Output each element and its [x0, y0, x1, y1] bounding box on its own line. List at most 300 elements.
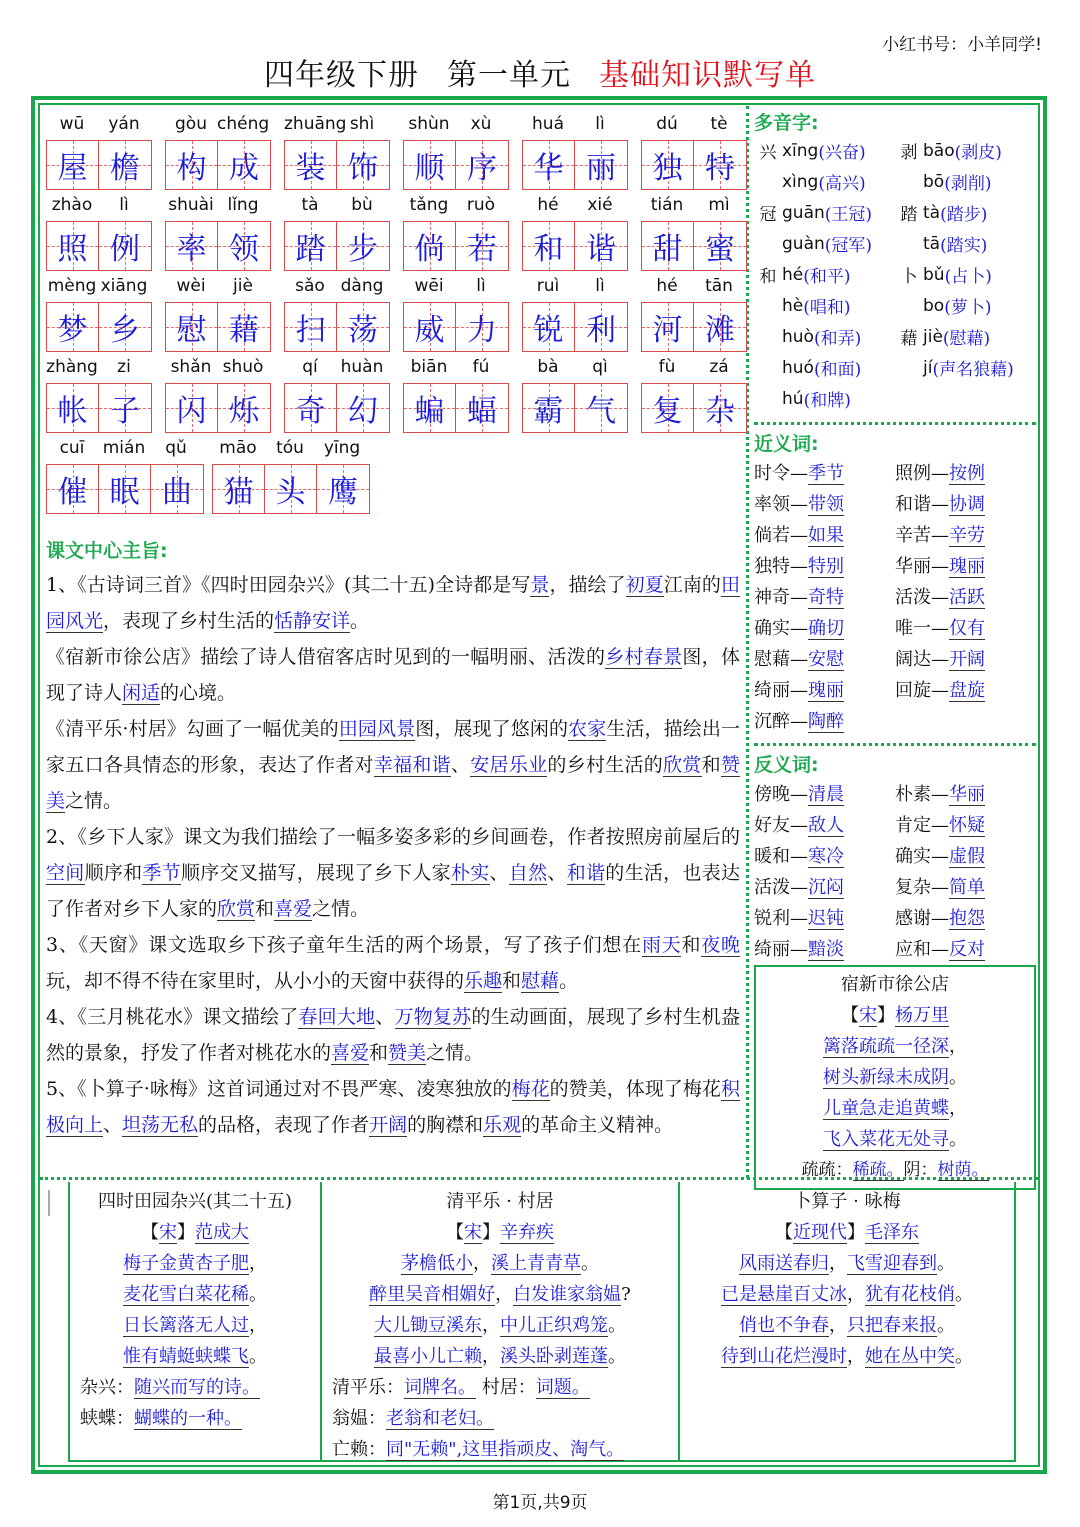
pinyin-line: [522, 276, 628, 302]
polyphone-example: (萝卜): [944, 298, 992, 318]
poem-note: [70, 1372, 320, 1403]
tianzige-cell: [694, 141, 746, 189]
polyphone-pinyin: bāo: [923, 140, 955, 161]
polyphone-char: 藉: [900, 329, 918, 349]
hanzi: 奇: [295, 394, 326, 429]
answer: 协调: [949, 493, 985, 515]
answer: 敌人: [808, 814, 844, 836]
poem-lines: [680, 1248, 1014, 1372]
tianzige-cell: [213, 465, 265, 513]
tianzige-cell: [575, 222, 627, 270]
polyphone-row: [754, 321, 1036, 352]
vocab-row: [46, 114, 742, 195]
text: 顺序和: [84, 862, 143, 884]
synonyms-row: [754, 580, 1036, 611]
polyphone-row: [754, 383, 1036, 414]
tianzige-boxes: [46, 221, 152, 271]
text: 的生活，也表达了作者对乡下人家的: [46, 862, 740, 920]
poem-title: 四时田园杂兴(其二十五): [97, 1191, 293, 1212]
punct: 。: [955, 1284, 973, 1305]
word: 好友—: [754, 814, 808, 836]
poem-line-a: 大儿锄豆溪东: [374, 1315, 482, 1336]
pinyin-syllable: hé: [537, 195, 559, 215]
hanzi: 独: [652, 151, 683, 186]
hanzi: 猫: [223, 475, 254, 510]
pinyin-line: [403, 357, 509, 383]
tianzige-boxes: [641, 221, 747, 271]
polyphone-entry: [895, 138, 1036, 163]
punct: ，: [847, 1346, 865, 1367]
polyphone-pinyin: hè: [782, 295, 804, 316]
synonyms-pair: [754, 583, 895, 609]
poem-line-b: 白发谁家翁媪: [513, 1284, 622, 1305]
poem-line-text: 飞入菜花无处寻: [823, 1129, 949, 1150]
tianzige-boxes: [46, 383, 152, 433]
pinyin-syllable: yán: [108, 114, 140, 134]
answer: 按例: [949, 462, 985, 484]
polyphone-char: 冠: [759, 205, 777, 225]
word: 时令—: [754, 462, 808, 484]
answer: 欣赏: [663, 754, 702, 776]
synonyms-row: [754, 549, 1036, 580]
punct: ，: [949, 1098, 967, 1119]
hanzi: 河: [652, 313, 683, 348]
text: 的生动画面，展现了乡村生机盎然的景象，抒发了作者对桃花水的: [46, 1006, 740, 1064]
answer: 喜爱: [274, 898, 313, 920]
pinyin-syllable: shùn: [408, 114, 450, 134]
polyphone-example: (冠军): [824, 236, 873, 256]
hanzi: 幻: [348, 394, 378, 429]
poem-line-a: 俏也不争春: [739, 1315, 829, 1336]
poem-line-a: 醉里吴音相媚好: [369, 1284, 496, 1305]
poem-line-text: 日长篱落无人过: [123, 1315, 249, 1336]
hanzi: 成: [229, 151, 259, 186]
tianzige-boxes: [284, 302, 390, 352]
answer: 怀疑: [949, 814, 985, 836]
synonyms-pair: [895, 645, 1036, 671]
theme-section: [46, 536, 740, 1143]
pinyin-syllable: ruò: [466, 195, 496, 215]
text: 图，展现了悠闲的: [415, 718, 569, 740]
vocab-word: [641, 276, 747, 352]
vocab-word: [522, 276, 628, 352]
tianzige-cell: [337, 303, 389, 351]
word: 率领—: [754, 493, 808, 515]
hanzi: 乡: [110, 313, 140, 348]
punct: ，: [249, 1315, 267, 1336]
pinyin-syllable: zi: [117, 357, 131, 377]
poem-notes: [322, 1372, 678, 1465]
theme-heading: 课文中心主旨:: [46, 540, 168, 562]
pinyin-syllable: fù: [658, 357, 676, 377]
synonyms-pair: [895, 459, 1036, 485]
vocab-word: [522, 357, 628, 433]
poem-line-b: 溪头卧剥莲蓬: [500, 1346, 608, 1367]
tianzige-cell: [47, 222, 99, 270]
antonyms-pair: [754, 904, 895, 930]
poem-note: [322, 1434, 678, 1465]
hanzi: 率: [176, 232, 207, 267]
polyphone-pinyin: guàn: [782, 233, 825, 254]
tianzige-cell: [523, 141, 575, 189]
pinyin-line: [46, 438, 204, 464]
tianzige-cell: [337, 141, 389, 189]
synonyms-pair: [895, 521, 1036, 547]
hanzi: 闪: [176, 394, 207, 429]
tianzige-boxes: [641, 302, 747, 352]
bottom-poems: [68, 1182, 1016, 1462]
punct: ，: [949, 1036, 967, 1057]
vocab-word: [212, 438, 370, 514]
answer: 沉闷: [808, 876, 844, 898]
poem-dynasty: 宋: [159, 1222, 177, 1243]
pinyin-syllable: shì: [349, 114, 375, 134]
page-title: [0, 50, 1080, 94]
tianzige-boxes: [641, 383, 747, 433]
synonyms-pair: [754, 645, 895, 671]
word: 朴素—: [895, 783, 949, 805]
text: 之情。: [312, 898, 370, 920]
text: 3、《天窗》课文选取乡下孩子童年生活的两个场景，写了孩子们想在: [46, 934, 642, 956]
hanzi: 踏: [295, 232, 326, 267]
pinyin-line: [403, 195, 509, 221]
synonyms-pair: [754, 676, 895, 702]
polyphone-entry: [754, 200, 895, 225]
word: 唯一—: [895, 617, 949, 639]
vocab-word: [46, 276, 152, 352]
word: 应和—: [895, 938, 949, 960]
tianzige-boxes: [403, 383, 509, 433]
antonyms-pair: [754, 780, 895, 806]
tianzige-cell: [166, 222, 218, 270]
answer: 自然: [508, 862, 548, 884]
polyphone-row: [754, 135, 1036, 166]
tianzige-cell: [99, 141, 151, 189]
vocab-row: [46, 276, 742, 357]
pinyin-syllable: qǔ: [165, 438, 187, 458]
tianzige-cell: [523, 303, 575, 351]
tianzige-cell: [456, 303, 508, 351]
answer: 雨天: [641, 934, 682, 956]
synonym-list: [754, 456, 1036, 735]
poem-lines: [322, 1248, 678, 1372]
tianzige-cell: [694, 303, 746, 351]
tianzige-boxes: [522, 383, 628, 433]
pinyin-line: [522, 114, 628, 140]
poem-line-b: 溪上青青草: [491, 1253, 581, 1274]
word: 倘若—: [754, 524, 808, 546]
antonyms-pair: [754, 935, 895, 961]
word: 照例—: [895, 462, 949, 484]
poem-title: 宿新市徐公店: [841, 974, 949, 995]
punct: ?: [621, 1284, 631, 1305]
answer: 初夏: [625, 574, 664, 596]
polyphone-row: [754, 290, 1036, 321]
antonyms-row: [754, 932, 1036, 963]
vocab-word: [46, 195, 152, 271]
polyphone-example: (剥皮): [954, 143, 1002, 163]
punct: 。: [249, 1284, 267, 1305]
synonyms-row: [754, 456, 1036, 487]
hanzi: 照: [57, 232, 88, 267]
hanzi: 构: [176, 151, 207, 186]
tianzige-cell: [575, 141, 627, 189]
poem-line: [756, 1093, 1034, 1124]
synonyms-row: [754, 518, 1036, 549]
pinyin-line: [284, 195, 390, 221]
tianzige-cell: [166, 303, 218, 351]
pinyin-syllable: wēi: [414, 276, 444, 296]
pinyin-syllable: shǎn: [170, 357, 212, 377]
text: 的胸襟和: [407, 1114, 484, 1136]
hanzi: 鹰: [328, 475, 358, 510]
text: 。: [559, 970, 579, 992]
polyphone-example: (踏步): [940, 205, 988, 225]
answer: 积极向上: [46, 1078, 740, 1136]
pinyin-line: [403, 276, 509, 302]
note-term: 亡赖：: [332, 1439, 386, 1460]
answer: 万物复苏: [394, 1006, 472, 1028]
synonyms-pair: [754, 552, 895, 578]
pinyin-syllable: huàn: [340, 357, 384, 377]
answer: 活跃: [949, 586, 985, 608]
answer: 慰藉: [521, 970, 560, 992]
polyphone-example: (和牌): [803, 391, 851, 411]
answer: 赞美: [388, 1042, 427, 1064]
antonyms-row: [754, 870, 1036, 901]
pinyin-syllable: tóu: [276, 438, 304, 458]
answer: 景: [530, 574, 550, 596]
answer: 农家: [568, 718, 607, 740]
hanzi: 复: [652, 394, 683, 429]
poem-line: [70, 1279, 320, 1310]
synonyms-pair: [754, 707, 895, 733]
hanzi: 霸: [533, 394, 564, 429]
tianzige-cell: [285, 222, 337, 270]
answer: 寒冷: [808, 845, 844, 867]
vocab-word: [165, 276, 271, 352]
hanzi: 步: [348, 232, 378, 267]
tianzige-cell: [694, 222, 746, 270]
word: 复杂—: [895, 876, 949, 898]
pinyin-line: [165, 114, 271, 140]
hanzi: 藉: [229, 313, 259, 348]
theme-paragraph-2: [46, 639, 740, 711]
poem-line-b: 她在丛中笑: [865, 1346, 955, 1367]
antonym-heading: 反义词:: [754, 754, 819, 776]
poem-line: [70, 1248, 320, 1279]
polyphone-example: (高兴): [818, 174, 866, 194]
pinyin-syllable: dàng: [340, 276, 384, 296]
note-meaning: 老翁和老妇。: [386, 1408, 494, 1429]
poem-card-busuanzi: [680, 1182, 1016, 1462]
punct: ，: [829, 1315, 847, 1336]
vocab-word: [641, 114, 747, 190]
text: 顺序交叉描写，展现了乡下人家: [181, 862, 451, 884]
poem-author-line: 【宋】辛弃疾: [446, 1222, 554, 1243]
text: 和: [255, 898, 275, 920]
antonyms-pair: [895, 873, 1036, 899]
pinyin-syllable: xù: [470, 114, 492, 134]
polyphone-char: 兴: [759, 143, 777, 163]
pinyin-syllable: zá: [709, 357, 729, 377]
vocab-word: [284, 195, 390, 271]
answer: 盘旋: [949, 679, 985, 701]
polyphone-char: 和: [759, 267, 777, 287]
pinyin-syllable: māo: [219, 438, 257, 458]
answer: 季节: [142, 862, 182, 884]
pinyin-syllable: shuò: [222, 357, 264, 377]
hanzi: 华: [533, 151, 564, 186]
poem-line: [680, 1310, 1014, 1341]
poem-author: 毛泽东: [865, 1222, 919, 1243]
answer: 反对: [949, 938, 985, 960]
text: ，表现了乡村生活的: [103, 610, 275, 632]
tianzige-boxes: [165, 221, 271, 271]
tianzige-cell: [456, 141, 508, 189]
text: 和: [502, 970, 522, 992]
punct: 。: [581, 1253, 599, 1274]
polyphone-pinyin: guān: [782, 202, 825, 223]
tianzige-cell: [523, 222, 575, 270]
punct: ，: [249, 1253, 267, 1274]
poem-line-a: 待到山花烂漫时: [721, 1346, 847, 1367]
answer: 辛劳: [949, 524, 985, 546]
text: 、: [450, 754, 471, 776]
punct: ，: [829, 1253, 847, 1274]
hanzi: 和: [533, 232, 564, 267]
tianzige-cell: [456, 384, 508, 432]
synonyms-row: [754, 704, 1036, 735]
punct: 。: [949, 1129, 967, 1150]
polyphone-heading: 多音字:: [754, 112, 819, 134]
word: 和谐—: [895, 493, 949, 515]
pinyin-line: [284, 276, 390, 302]
pinyin-syllable: mèng: [47, 276, 97, 296]
tianzige-boxes: [165, 140, 271, 190]
tianzige-boxes: [212, 464, 370, 514]
pinyin-line: [522, 195, 628, 221]
poem-line-b: 中儿正织鸡笼: [500, 1315, 608, 1336]
tianzige-cell: [285, 141, 337, 189]
note-term: 疏疏：: [801, 1160, 853, 1180]
poem-author: 范成大: [195, 1222, 249, 1243]
vocab-word: [284, 114, 390, 190]
pinyin-line: [165, 195, 271, 221]
pinyin-syllable: shuài: [168, 195, 214, 215]
note-term: 蛱蝶：: [80, 1408, 134, 1429]
polyphone-pinyin: hé: [782, 264, 804, 285]
pinyin-syllable: huá: [532, 114, 564, 134]
poem-line: [322, 1248, 678, 1279]
polyphone-pinyin: hú: [782, 388, 804, 409]
polyphone-entry: [895, 355, 1036, 380]
pinyin-syllable: bà: [537, 357, 559, 377]
text: 和: [701, 754, 721, 776]
word: 绮丽—: [754, 679, 808, 701]
polyphone-row: [754, 228, 1036, 259]
hanzi: 慰: [176, 313, 207, 348]
polyphone-row: [754, 259, 1036, 290]
poem-line-a: 风雨送春归: [739, 1253, 829, 1274]
section-divider: [754, 422, 1036, 425]
vocab-row: [46, 438, 742, 519]
polyphone-entry: [754, 231, 895, 256]
synonyms-pair: [895, 552, 1036, 578]
text: 《宿新市徐公店》描绘了诗人借宿客店时见到的一幅明丽、活泼的: [46, 646, 606, 668]
punct: 。: [937, 1315, 955, 1336]
hanzi: 特: [705, 151, 735, 186]
tianzige-boxes: [46, 302, 152, 352]
poem-line-text: 惟有蜻蜓蛱蝶飞: [123, 1346, 249, 1367]
pinyin-line: [522, 357, 628, 383]
poem-author: 辛弃疾: [500, 1222, 554, 1243]
answer: 坦荡无私: [122, 1114, 199, 1136]
tianzige-cell: [285, 303, 337, 351]
pinyin-syllable: qì: [592, 357, 608, 377]
tianzige-boxes: [403, 221, 509, 271]
tianzige-cell: [694, 384, 746, 432]
answer: 喜爱: [331, 1042, 370, 1064]
polyphone-pinyin: jiè: [923, 326, 943, 347]
answer: 华丽: [949, 783, 985, 805]
polyphone-pinyin: bō: [923, 171, 945, 192]
synonyms-pair: [895, 490, 1036, 516]
tianzige-cell: [47, 384, 99, 432]
tianzige-cell: [218, 222, 270, 270]
tianzige-cell: [404, 384, 456, 432]
poem-author-line: 【宋】杨万里: [841, 1005, 949, 1026]
pinyin-line: [46, 195, 152, 221]
polyphone-entry: [754, 386, 895, 411]
theme-paragraph-4: [46, 819, 740, 927]
polyphone-entry: [754, 138, 895, 163]
text: 的心境。: [160, 682, 237, 704]
polyphone-example: (踏实): [940, 236, 988, 256]
polyphone-pinyin: tà: [923, 202, 941, 223]
poem-note: [322, 1372, 678, 1403]
answer: 瑰丽: [808, 679, 844, 701]
word: 肯定—: [895, 814, 949, 836]
theme-paragraph-5: [46, 927, 740, 999]
pinyin-line: [46, 357, 152, 383]
word: 辛苦—: [895, 524, 949, 546]
text: 江南的: [663, 574, 721, 596]
pinyin-syllable: gòu: [175, 114, 207, 134]
vocab-word: [641, 195, 747, 271]
word: 活泼—: [754, 876, 808, 898]
vocab-word: [403, 276, 509, 352]
pinyin-syllable: biān: [410, 357, 448, 377]
poem-line: [756, 1124, 1034, 1155]
word: 回旋—: [895, 679, 949, 701]
punct: ，: [473, 1253, 491, 1274]
synonyms-pair: [895, 614, 1036, 640]
theme-paragraph-3: [46, 711, 740, 819]
hanzi: 甜: [652, 232, 683, 267]
antonym-list: [754, 777, 1036, 963]
poem-author-line: 【宋】范成大: [141, 1222, 249, 1243]
poem-card-suxinshi: [754, 965, 1036, 1190]
text: 1、《古诗词三首》《四时田园杂兴》(其二十五)全诗都是写: [46, 574, 531, 596]
poem-line-text: 树头新绿未成阴: [823, 1067, 949, 1088]
answer: 陶醉: [808, 710, 844, 732]
polyphone-example: (和面): [813, 360, 862, 380]
synonyms-row: [754, 611, 1036, 642]
poem-dynasty: 宋: [859, 1005, 877, 1026]
answer: 乐观: [483, 1114, 522, 1136]
tianzige-cell: [404, 141, 456, 189]
